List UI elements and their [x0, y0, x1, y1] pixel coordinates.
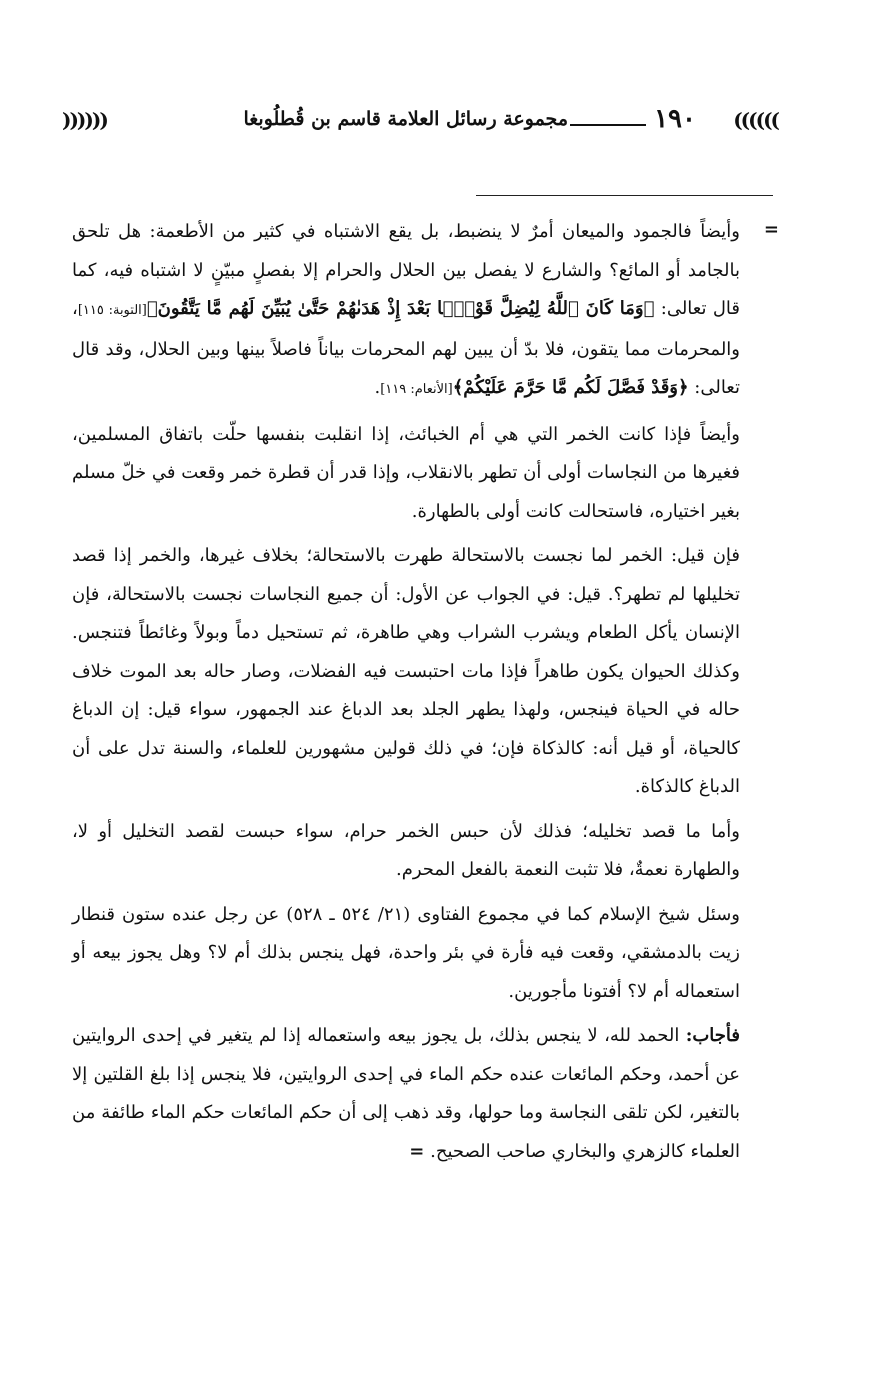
paragraph-5: وسئل شيخ الإسلام كما في مجموع الفتاوى (٢١/ ٥٢٤ ـ ٥٢٨) عن رجل عنده ستون قنطار زيت بالدمشقي، وقعت فيه فأرة في بئر واحدة، فهل ينجس بذلك أم لا؟ وهل يجوز بيعه أو استعماله أم لا؟ أفتونا مأجورين.: [72, 903, 741, 1002]
paragraph-1: [72, 213, 740, 410]
footnote-rule: [476, 195, 773, 196]
footnote-body: [72, 213, 740, 1177]
paragraph-text: .: [374, 377, 381, 398]
paragraph-text: وأيضاً فالجمود والميعان أمرٌ لا ينضبط، بل يقع الاشتباه في كثير من الأطعمة: هل تلحق بالجامد أو المائع؟ والشارع لا يفصل بين الحلال والحرام إلا بفصلٍ مبيّنٍ لا اشتباه فيه، كما قال تعالى:: [72, 221, 740, 319]
quran-verse: ﴿وَمَا كَانَ ٱللَّهُ لِيُضِلَّ قَوْمًۢا بَعْدَ إِذْ هَدَىٰهُمْ حَتَّىٰ يُبَيِّنَ لَهُم مَّا يَتَّقُونَ﴾: [146, 298, 655, 319]
verse-reference: [التوبة: ١١٥]: [77, 303, 147, 318]
paragraph-3: فإن قيل: الخمر لما نجست بالاستحالة طهرت بالاستحالة؛ بخلاف غيرها، والخمر إذا قصد تخليلها لم تطهر؟. قيل: في الجواب عن الأول: أن جميع النجاسات نجست بالاستحالة، فإن الإنسان يأكل الطعام ويشرب الشراب وهي طاهرة، ثم تستحيل دماً وبولاً وغائطاً فتنجس. وكذلك الحيوان يكون طاهراً فإذا مات احتبست فيه الفضلات، وصار حاله بعد الموت خلاف حاله في الحياة فينجس، ولهذا يطهر الجلد بعد الدباغ عند الجمهور، سواء قيل: إن الدباغ كالحياة، أو قيل أنه: كالذكاة فإن؛ في ذلك قولين مشهورين للعلماء، والسنة تدل على أن الدباغ كالذكاة.: [72, 545, 740, 797]
page-number: ١٩٠: [654, 104, 696, 134]
ornament-left: )))))): [62, 108, 107, 132]
header-rule: [570, 124, 646, 126]
answer-lead: فأجاب:: [685, 1025, 740, 1046]
paragraph-2: وأيضاً فإذا كانت الخمر التي هي أم الخبائث، إذا انقلبت بنفسها حلّت باتفاق المسلمين، فغيرها من النجاسات أولى أن تطهر بالانقلاب، وإذا قدر أن قطرة خمر وقعت في خلّ مسلم بغير اختياره، فاستحالت كانت أولى بالطهارة.: [72, 423, 741, 522]
paragraph-text: ، والمحرمات مما يتقون، فلا بدّ أن يبين لهم المحرمات بياناً فاصلاً بينها وبين الحلال، وقد قال تعالى:: [72, 298, 740, 398]
continuation-mark-end: =: [409, 1140, 425, 1162]
paragraph-6: [72, 1017, 740, 1171]
continuation-mark-start: =: [763, 219, 779, 240]
paragraph-4: وأما ما قصد تخليله؛ فذلك لأن حبس الخمر حرام، سواء حبست لقصد التخليل أو لا، والطهارة نعمةٌ، فلا تثبت النعمة بالفعل المحرم.: [72, 820, 740, 880]
paragraph-text: الحمد لله، لا ينجس بذلك، بل يجوز بيعه واستعماله إذا لم يتغير في إحدى الروايتين عن أحمد، وحكم المائعات عنده حكم الماء في إحدى الروايتين، فلا ينجس إذا بلغ القلتين إلا بالتغير، لكن تلقى النجاسة وما حولها، وقد ذهب إلى أن حكم المائعات حكم الماء طائفة من العلماء كالزهري والبخاري صاحب الصحيح.: [72, 1025, 740, 1162]
quran-verse: ﴿وَقَدْ فَصَّلَ لَكُم مَّا حَرَّمَ عَلَيْكُمْ﴾: [452, 377, 689, 398]
book-title: مجموعة رسائل العلامة قاسم بن قُطلُوبغا: [243, 108, 568, 130]
ornament-right: ((((((: [733, 108, 778, 132]
running-header: [62, 104, 778, 144]
verse-reference: [الأنعام: ١١٩]: [380, 382, 453, 397]
